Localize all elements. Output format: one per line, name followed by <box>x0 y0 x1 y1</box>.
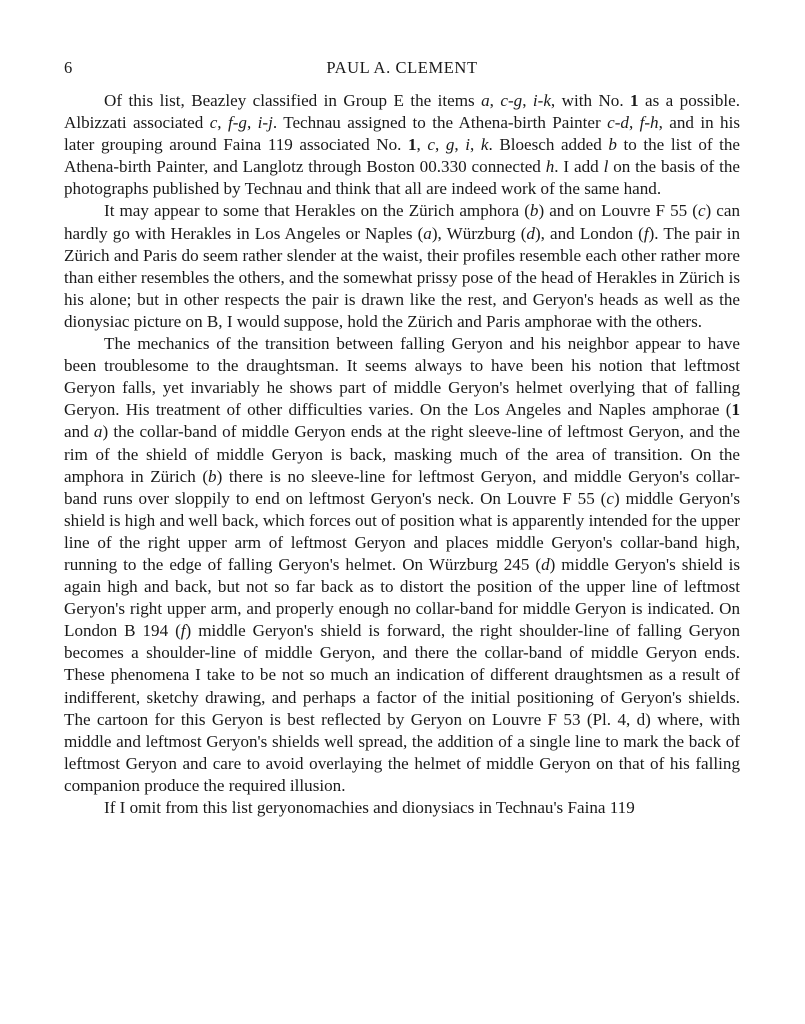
page-number: 6 <box>64 58 73 77</box>
paragraph: If I omit from this list geryonomachies and dionysiacs in Technau's Faina 119 <box>104 798 635 817</box>
page <box>64 56 740 819</box>
paragraph: It may appear to some that Herakles on the Zürich amphora (b) and on Louvre F 55 (c) can hardly go with Herakles in Los Angeles or Naples (a), Würzburg (d), and London (f). The pair in Zürich and Paris do seem rather slender at the waist, their profiles resemble each other rather more than either resembles the others, and the somewhat prissy pose of the head of Herakles in Zürich is his alone; but in other respects the pair is drawn like the rest, and Geryon's heads as well as the dionysiac picture on B, I would suppose, hold the Zürich and Paris amphorae with the others. <box>64 201 741 331</box>
page-header <box>64 56 740 84</box>
paragraph: Of this list, Beazley classified in Group E the items a, c-g, i-k, with No. 1 as a possible. Albizzati associated c, f-g, i-j. Technau assigned to the Athena-birth Painter c-d, f-h, and in his later grouping around Faina 119 associated No. 1, c, g, i, k. Bloesch added b to the list of the Athena-birth Painter, and Langlotz through Boston 00.330 connected h. I add l on the basis of the photographs published by Technau and think that all are indeed work of the same hand. <box>64 91 741 199</box>
running-head: PAUL A. CLEMENT <box>326 58 478 77</box>
paragraph: The mechanics of the transition between falling Geryon and his neighbor appear to have been troublesome to the draughtsman. It seems always to have been his notion that leftmost Geryon falls, yet invariably he shows part of middle Geryon's helmet overlying that of falling Geryon. His treatment of other difficulties varies. On the Los Angeles and Naples amphorae (1 and a) the collar-band of middle Geryon ends at the right sleeve-line of leftmost Geryon, and the rim of the shield of middle Geryon is back, masking much of the area of transition. On the amphora in Zürich (b) there is no sleeve-line for leftmost Geryon, and middle Geryon's collar-band runs over sloppily to end on leftmost Geryon's neck. On Louvre F 55 (c) middle Geryon's shield is high and well back, which forces out of position what is apparently intended for the upper line of the right upper arm of leftmost Geryon and places middle Geryon's collar-band high, running to the edge of falling Geryon's helmet. On Würzburg 245 (d) middle Geryon's shield is again high and back, but not so far back as to distort the position of the upper line of leftmost Geryon's right upper arm, and properly enough no collar-band for middle Geryon is indicated. On London B 194 (f) middle Geryon's shield is forward, the right shoulder-line of falling Geryon becomes a shoulder-line of middle Geryon, and there the collar-band of middle Geryon ends. These phenomena I take to be not so much an indication of different draughtsmen as a result of indifferent, sketchy drawing, and perhaps a factor of the initial positioning of Geryon's shields. The cartoon for this Geryon is best reflected by Geryon on Louvre F 53 (Pl. 4, d) where, with middle and leftmost Geryon's shields well spread, the addition of a single line to mark the back of leftmost Geryon and care to avoid overlaying the helmet of middle Geryon on that of his falling companion produce the required illusion. <box>64 334 740 795</box>
